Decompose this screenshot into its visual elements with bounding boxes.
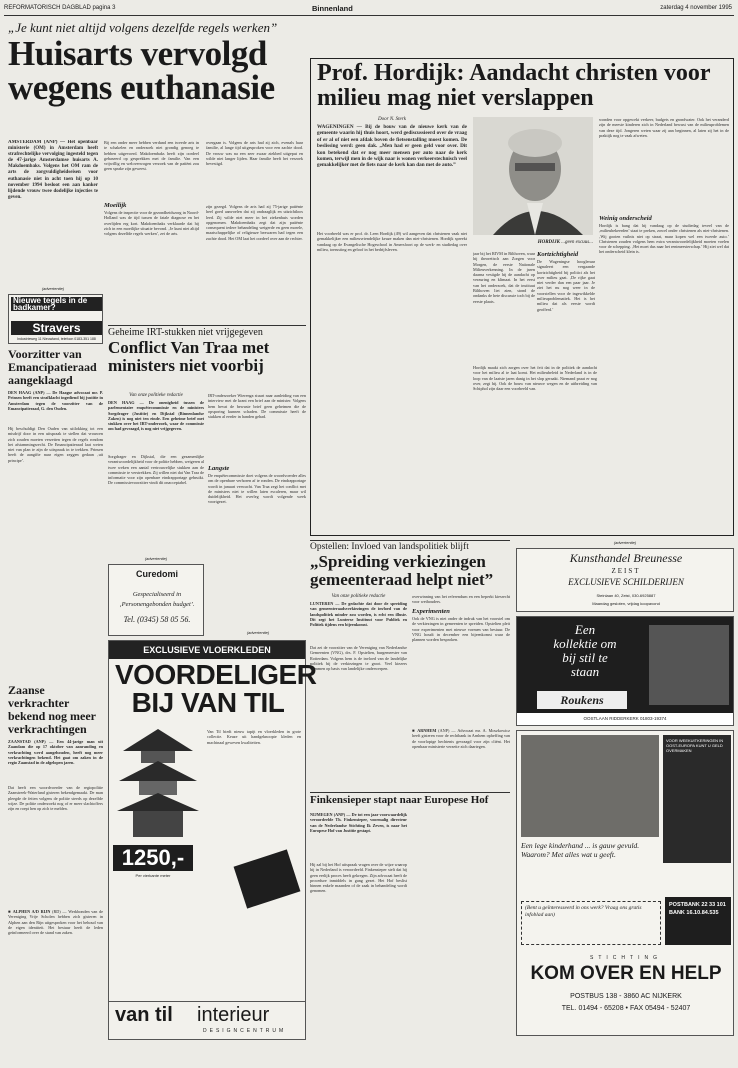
lp-kicker: Opstellen: Invloed van landspolitiek blijft xyxy=(310,542,469,552)
kom-over-coupon[interactable]: (Bent u geïnteresseerd in ons werk? Vraag ons gratis infoblad aan) xyxy=(521,901,661,945)
hordijk-photo xyxy=(473,117,593,247)
kom-over-postbank: POSTBANK 22 33 101 xyxy=(669,902,726,908)
vantil-badge xyxy=(234,849,301,908)
kom-over-stichting: STICHTING xyxy=(590,955,662,961)
ad-label-stravers: (advertentie) xyxy=(41,286,65,291)
lead-article xyxy=(8,20,304,320)
kom-over-side-text: VOOR WEEKUITKERINGEN IN OOST-EUROPA KUNT U GELD OVERMAKEN xyxy=(663,735,731,863)
europese-hof-article xyxy=(310,792,510,1042)
lead-intro: AMSTERDAM (ANP) — Het openbaar ministerie (OM) in Amsterdam heeft strafrechtelijke vervolging ingesteld tegen de 47-jarige Amsterdamse huisarts A. Makdoembaks. Volgens het OM ram de arts de zorgvuldigheidseisen voor euthanasie niet in acht toen hij op 10 november 1994 besloot een aan kanker lijdende vrouw twee dodelijke injecties te geven. xyxy=(8,140,98,200)
lead-body-3: Volgens de inspectie voor de gezondheidszorg in Noord-Holland was de tijd tussen de fatale diagnose en het overlijden erg kort. Makdoembaks verklaarde dat hij zich in een moeilijke situatie bevond. ‚Je kunt niet altijd volgens dezelfde regels werken’, zei de arts. xyxy=(104,210,199,237)
irt-intro: DEN HAAG — De onenigheid tussen de parlementaire enquêtecommissie en de ministers Sorgdrager (Justitie) en Dijkstal (Binnenlandse Zaken) is nog niet ten einde. Een geheime brief met stukken over het IRT-onderzoek, waar de commissie om had gevraagd, is nog niet vrijgegeven. xyxy=(108,400,204,432)
curedomi-line1: Gespecialiseerd in xyxy=(132,591,182,598)
kom-over-headline: KOM OVER EN HELP xyxy=(530,963,722,984)
second-body-3: Hordijk maakt zich zorgen over het feit dat in de politiek de aandacht voor het milieu al te laat komt. Het milieubeleid in Nederland is in de loop van de laatste jaren danig in het slop geraakt. Niemand praat er nog over, zegt hij. Ook de bouw van nieuwe wegen en de uitbreiding van Schiphol zijn daar een voorbeeld van. xyxy=(473,365,597,392)
zaanse-body: Dat heeft een woordvoerder van de regiopolitie Zaanstreek-Waterland gisteren bekendgemaakt. De man pleegde de feiten volgens de politie steeds op dezelfde wijze. De politie onderzoekt nog of er meer slachtoffers zijn en roept hen op zich te melden. xyxy=(8,785,103,812)
vantil-ad[interactable] xyxy=(108,640,317,1040)
vantil-price: 1250,- xyxy=(113,845,193,871)
landspolitiek-article xyxy=(310,540,510,788)
lp-headline: „Spreiding verkiezingen gemeenteraad helpt niet” xyxy=(310,552,494,589)
irt-kicker: Geheime IRT-stukken niet vrijgegeven xyxy=(108,327,263,338)
lead-kicker: „Je kunt niet altijd volgens dezelfde regels werken” xyxy=(8,20,278,35)
second-body-6: Hordijk is bang dat hij vandaag op de studiedag teveel van de ‚milieubekeerden’ staat te preken, zowel onder christenen als niet-christenen. ‚Wij gooien vuilnis niet op straat, maar kopen wel een tweede auto.’ Christenen zouden volgens hem extra verantwoordelijkheid moeten voelen voor de schepping. ‚Het moet dus naar het rentmeesterschap.’ Hij ziet wel dat het onderscheid klein is. xyxy=(599,223,729,255)
lead-headline: Huisarts vervolgd wegens euthanasie xyxy=(8,34,275,107)
photo-caption-name: HORDIJK xyxy=(537,240,560,245)
second-body-2: jaar bij het RIVM in Bilthoven, waar hij theoretisch aan Zorgen voor Morgen, de eerste Nationale Milieuverkenning. In de jaren daarna vestigde hij de aandacht op verzuring en klimaat. In het eerst van het onderzoek, dat de instituut Bilthoven liet zien, stond de ondanks de hete discussie toch bij de eerste plaats. xyxy=(473,251,535,304)
photo-caption-text: ...geen excuus... xyxy=(561,240,593,245)
roukens-footer: OOSTLAAN RIDDERKERK 01803-19374 xyxy=(517,713,733,725)
kunsthandel-sub: EXCLUSIEVE SCHILDERIJEN xyxy=(568,577,684,587)
second-headline: Prof. Hordijk: Aandacht christen voor milieu mag niet verslappen xyxy=(317,60,711,111)
lp-body-2: overwinning van het referendum en een beperkt kiesrecht voor wethouders. xyxy=(412,594,510,605)
arnhem-body: (ANP) — Advocaat mr. A. Moszkowicz heeft gisteren voor de rechtbank in Arnhem opheffing van de voorlopige hechtenis gevraagd voor zijn cliënt. Het openbaar ministerie verzette zich daartegen. xyxy=(412,728,510,749)
vantil-brand: van til xyxy=(115,1004,173,1026)
lp-intro: LUNTEREN — De gedachte dat door de spreiding van gemeenteraadsverkiezingen de invloed van de landspolitiek minder zou worden, is echt een illusie. Dit zegt het Lunterse Instituut voor Publiek en Politiek tijdens een bijeenkomst. xyxy=(310,601,407,628)
zaanse-headline: Zaanse verkrachter bekend nog meer verkrachtingen xyxy=(8,683,96,736)
lp-body-1: Dat zei de voorzitter van de Vereniging van Nederlandse Gemeenten (VNG), drs. F. Opstelten, burgemeester van Rotterdam. Volgens hem is de invloed van de landelijke politiek bij de verkiezingen te groot. Veel kiezers stemmen op basis van landelijke onderwerpen. xyxy=(310,645,407,672)
roukens-brand: Roukens xyxy=(537,691,627,709)
zaanse-intro: ZAANSTAD (ANP) — Een 44-jarige man uit Zaandam die op 17 oktober van aanranding en verkrachting werd aangehouden, heeft nog meer verkrachtingen bekend. Het gaat om zaken in de regio Zaanstad in de afgelopen jaren. xyxy=(8,739,103,766)
kom-over-address: POSTBUS 138 - 3860 AC NIJKERK xyxy=(570,993,682,1000)
vantil-logo-bar xyxy=(109,1001,305,1039)
irt-rule xyxy=(108,325,306,326)
page-date: zaterdag 4 november 1995 xyxy=(660,5,732,11)
curedomi-line2: ‚Personengebonden budget’. xyxy=(119,601,195,608)
vantil-text: Van Til biedt nieuw tapijt en vloerkleden in grote collectie. Keuze uit handgeknoopte kleden en machinaal geweven kwaliteiten. xyxy=(207,729,301,745)
kunsthandel-ad[interactable] xyxy=(516,548,734,612)
alphen-kicker: ■ ALPHEN A/D RIJN xyxy=(8,909,51,914)
lead-body-4: zijn gezegd. Volgens de arts had zij 75-jarige patiënte heel goed aanvoelen dat zij ondraaglijk en uitzichtloos leed. Zij wilde niet meer in het ziekenhuis worden opgenomen. Makdoembaks zegt dat zijn patiënte consequent iedere behandeling weigerde en geen morele, maatschappelijke of religieuze bezwaren had tegen een zachte dood. Het OM laat het oordeel over aan de rechter. xyxy=(206,204,303,241)
lead-body-1: Bij een onder meer hebben verdund een tweede arts in te schakelen en onderzoek niet grondig genoeg te hebben uitgevoerd. Makdoembaks heeft zijn oordeel gebaseerd op gesprekken met de familie. Van een vrijwillig en weloverwogen verzoek van de patiënt zou geen sprake zijn geweest. xyxy=(104,140,199,172)
paper-name: REFORMATORISCH DAGBLAD pagina 3 xyxy=(4,5,116,11)
eh-headline: Finkensieper stapt naar Europese Hof xyxy=(310,794,489,806)
curedomi-ad[interactable] xyxy=(108,564,204,636)
irt-body-3: De enquêtecommissie doet volgens de woordvoerder alles om de openbare verhoren af te ronden. De eindrapportage wordt in januari verwacht. Van Traa zegt het conflict met de ministers niet te willen laten escaleren, maar wil duidelijkheid. Het overleg wordt volgende week voortgezet. xyxy=(208,473,306,505)
lead-subhead: Moeilijk xyxy=(104,202,127,209)
kunsthandel-hours: Maandag gesloten, vrijdag koopavond xyxy=(592,601,660,606)
zaanse-article xyxy=(8,684,103,1024)
irt-body-1: Sorgdrager en Dijkstal, die een gezamenlijke verantwoordelijkheid voor de politie hebben, weigeren al twee weken een aantal vertrouwelijke stukken aan de commissie te verstrekken. Zij willen niet dat Van Traa de informatie voor zijn openbare eindrapportage gebruikt. De commissievoorzitter vindt dit onacceptabel. xyxy=(108,454,204,486)
second-intro: WAGENINGEN — Bij de bouw van de nieuwe kerk van de gemeente waarin hij thuis hoort, werd gediscussieerd over de vraag of er al of niet een afdak boven de fietsenstalling moest komen. De beslissing werd: geen dak. „Men had er geen geld voor over. Dit kon betekend dat er nog meer mensen per auto naar de kerk komen, terwijl men in de wijk naar is wonen verkeerstechnisch veel gemakkelijker met de fiets naar de kerk kan dan met de auto.” xyxy=(317,124,467,169)
voorzitter-body: Hij beschuldigt Den Ouden van uitlokking tot een misdrijf door in een uitspraak te stellen dat vrouwen zich zouden moeten verzetten tegen de regels rondom het afstammingsrecht. De Emancipatieraad laat weten niet van plan te zijn de uitspraak in te trekken. Prinsen heeft de aangifte naar eigen zeggen gedaan ‚uit principe’. xyxy=(8,426,103,463)
second-body-5: wonden voor opgewekt verkeer, budgets en grondwater. Ook het veranderd zijn de meeste kinderen zich in Nederland bewust van de milieuproblemen van deze tijd. Jongeren weten waar zij aan beginnen, al laten zij het in de praktijk nog te vaak afweten. xyxy=(599,117,729,138)
irt-article xyxy=(108,325,306,555)
eh-intro: NIJMEGEN (ANP) — De tot een jaar voorwaardelijk veroordeelde Th. Finkensieper, voormalig directeur van de Nederlandse Stichting Ik Zeven, is naar het Europese Hof van Justitie gestapt. xyxy=(310,812,407,833)
stravers-brand: Stravers xyxy=(11,321,102,335)
irt-subhead: Langste xyxy=(208,465,230,472)
kunsthandel-name: Kunsthandel Breunesse xyxy=(569,551,683,565)
vantil-top-banner: EXCLUSIEVE VLOERKLEDEN xyxy=(109,641,305,659)
vantil-price-note: Per vierkante meter xyxy=(135,873,171,878)
page-header xyxy=(4,4,734,14)
lp-rule xyxy=(310,540,510,541)
stravers-address: Industrieweg 11 Nieuwland, telefoon 0183-351 188 xyxy=(17,337,96,341)
roukens-slogan-3: bij stil te xyxy=(562,650,608,665)
lead-body-2: overgaan is. Volgens de arts had zij zich, evenals haar familie, al lange tijd uitgesproken voor een zachte dood. De vrouw was na een zeer zwaar ziekbed uitgeput en wilde niet langer lijden. Haar familie heeft het verzoek bevestigd. xyxy=(206,140,303,167)
second-subhead-2: Weinig onderscheid xyxy=(599,215,652,222)
ad-label-vantil: (advertentie) xyxy=(246,630,270,635)
section-name: Binnenland xyxy=(312,4,353,13)
kunsthandel-city: ZEIST xyxy=(611,567,641,575)
roukens-image xyxy=(649,625,729,705)
kom-over-ad[interactable] xyxy=(516,730,734,1036)
second-body-4: De Wageningse hoogleraar signaleert een vergaande kortzichtigheid bij politici als het over milieu gaat. ‚De rijke gaat niet verder dan een paar jaar. Je ziet het nu nog weer in de voorstellen voor de ingewikkelde milieuproblematiek. Het is het milieu dat als eerste wordt geofferd.’ xyxy=(537,259,595,312)
arnhem-kicker: ■ ARNHEM xyxy=(412,728,437,733)
second-byline: Door N. Sterk xyxy=(378,117,406,122)
roukens-slogan-1: Een xyxy=(574,622,596,637)
roukens-slogan-4: staan xyxy=(570,664,600,679)
second-subhead-1: Kortzichtigheid xyxy=(537,251,579,258)
second-body-1: Het voorbeeld was er prof. dr. Leen Hordijk (49) wil aangeven dat christenen vaak niet gemakkelijker een milieuvriendelijke keuze maken dan niet-christenen. Hordijk spreekt vandaag op de Evangelische Hogeschool in Amersfoort op de werk- en studiedag over milieu, toerusting en geloof in het bedrijfsleven. xyxy=(317,231,467,252)
voorzitter-intro: DEN HAAG (ANP) — De Haagse advocaat mr. P. Prinsen heeft een strafklacht ingediend bij justitie in Amsterdam tegen de voorzitter van de Emancipatieraad, G. den Ouden. xyxy=(8,390,103,411)
curedomi-phone: Tel. (0345) 58 05 56. xyxy=(123,615,191,624)
irt-body-2: IRT-onderzoeker Wierenga stuurt naar aanleiding van een interview met de krant een brief aan de minister. Volgens hem bevat de bewuste brief geen geheimen die de opsporing kunnen schaden. De commissie heeft de stukken al eerder in handen gehad. xyxy=(208,393,306,420)
voorzitter-article xyxy=(8,348,103,678)
kom-over-caption: Een lege kinderhand ... is gauw gevuld. Waarom? Met alles wat u geeft. xyxy=(521,841,640,859)
header-rule xyxy=(4,15,734,16)
kom-over-bank: BANK 16.10.84.535 xyxy=(669,910,719,916)
eh-body: Hij zal bij het Hof uitspraak vragen over de wijze waarop hij in Nederland is veroordeeld. Finkensieper stelt dat hij geen eerlijk proces heeft gekregen. Zijn advocaat heeft de procedure inmiddels in gang gezet. Het Hof beslist binnen enkele maanden of de zaak in behandeling wordt genomen. xyxy=(310,862,407,894)
vantil-headline: VOORDELIGER BIJ VAN TIL xyxy=(115,659,317,718)
lp-subhead: Experimenten xyxy=(412,608,450,615)
children-photo xyxy=(521,735,659,837)
vantil-sub: DESIGNCENTRUM xyxy=(203,1028,287,1034)
roukens-ad[interactable] xyxy=(516,616,734,726)
lp-body-3: Ook de VNG is niet onder de indruk van het voorstel om de verkiezingen in gemeenten te spreiden. Opstelten pleit voor experimenten met nieuwe vormen van bestuur. De VNG houdt in december een bijeenkomst waar de plannen worden besproken. xyxy=(412,616,510,643)
ad-label-curedomi: (advertentie) xyxy=(144,556,168,561)
stravers-ad[interactable] xyxy=(8,294,103,344)
pagoda-illustration xyxy=(113,725,203,837)
voorzitter-headline: Voorzitter van Emancipatieraad aangeklaagd xyxy=(8,347,97,387)
alphen-body: (RD) — Werkbonden van de Vereniging Vrije Scholen hebben zich gisteren in Alphen aan den Rijn uitgesproken voor het behoud van de eigen identiteit. Het bestuur heeft de leden geïnformeerd over de stand van zaken. xyxy=(8,909,103,936)
ad-label-kunsthandel: (advertentie) xyxy=(613,540,637,545)
second-article xyxy=(310,58,734,536)
stravers-headline: Nieuwe tegels in de badkamer? xyxy=(11,297,102,311)
lp-byline: Van onze politieke redactie xyxy=(331,594,386,599)
vantil-brand-2: interieur xyxy=(197,1004,270,1026)
irt-byline: Van onze politieke redactie xyxy=(129,393,183,398)
irt-headline: Conflict Van Traa met ministers niet voorbij xyxy=(108,338,270,375)
portrait-image xyxy=(473,117,593,235)
roukens-slogan-2: kollektie om xyxy=(553,636,617,651)
kunsthandel-address: Steinlaan 40, Zeist, 030-6925887 xyxy=(596,593,656,598)
eh-rule xyxy=(310,792,510,793)
curedomi-name: Curedomi xyxy=(135,569,178,579)
kom-over-phone: TEL. 01494 - 65208 • FAX 05494 - 52407 xyxy=(561,1005,691,1012)
